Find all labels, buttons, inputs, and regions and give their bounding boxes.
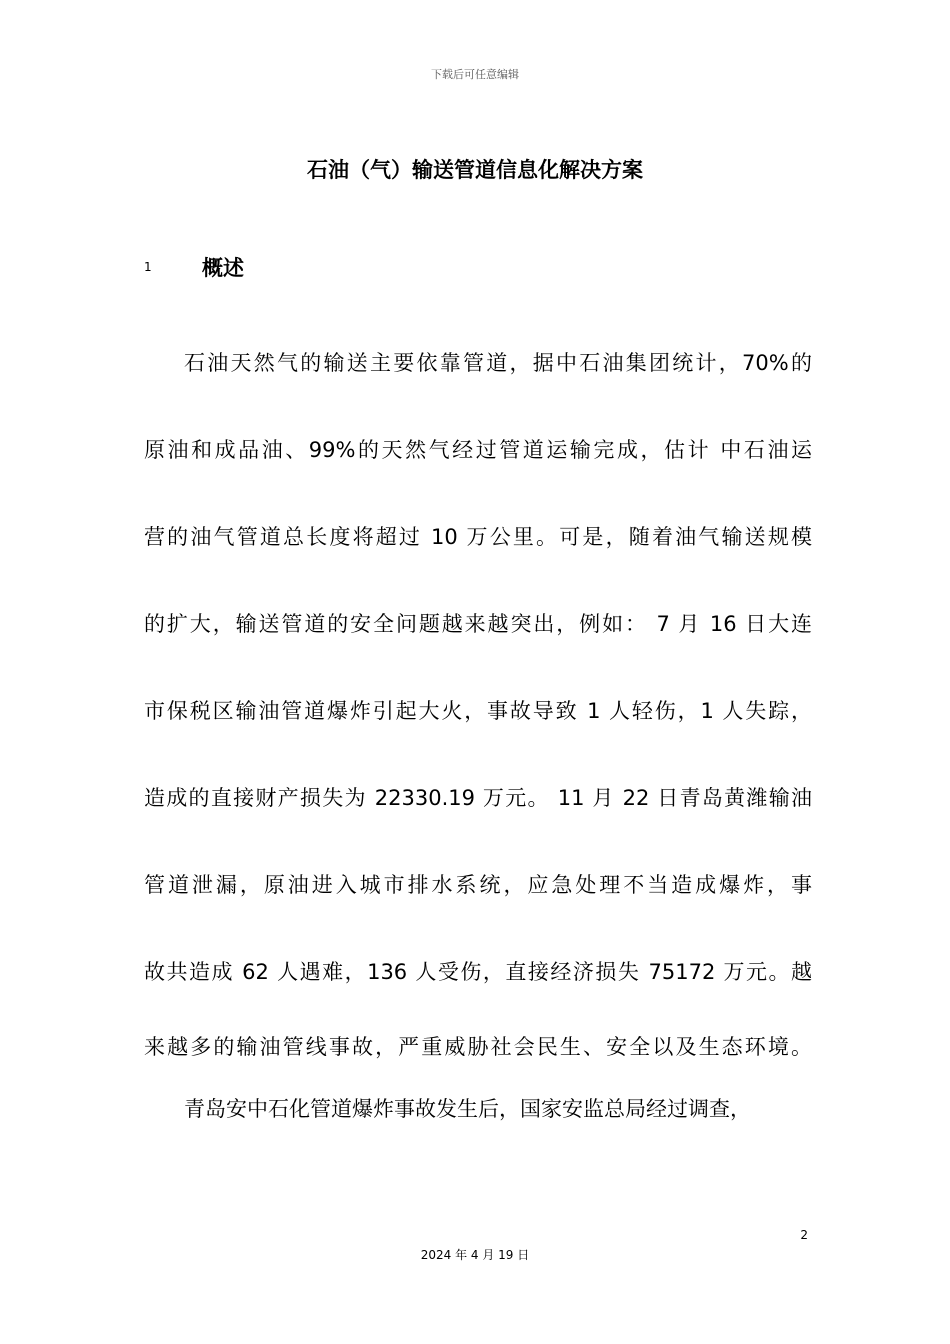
paragraph-line: 管道泄漏，原油进入城市排水系统，应急处理不当造成爆炸，事 [144, 873, 812, 897]
document-title: 石油（气）输送管道信息化解决方案 [307, 158, 643, 182]
paragraph-line: 原油和成品油、99%的天然气经过管道运输完成，估计 中石油运 [144, 438, 812, 462]
section-number: 1 [144, 260, 152, 274]
paragraph-line: 的扩大，输送管道的安全问题越来越突出，例如： 7 月 16 日大连 [144, 612, 812, 636]
body-text [144, 320, 812, 1140]
paragraph-line: 青岛安中石化管道爆炸事故发生后，国家安监总局经过调查， [184, 1097, 751, 1121]
paragraph-line: 故共造成 62 人遇难，136 人受伤，直接经济损失 75172 万元。越 [144, 960, 812, 984]
section-heading [144, 250, 244, 284]
header-note: 下载后可任意编辑 [431, 68, 519, 81]
paragraph-line: 来越多的输油管线事故，严重威胁社会民生、安全以及生态环境。 [144, 1035, 812, 1059]
page-number: 2 [800, 1228, 808, 1242]
section-title: 概述 [202, 256, 244, 280]
footer-date: 2024 年 4 月 19 日 [420, 1248, 530, 1262]
paragraph-line: 造成的直接财产损失为 22330.19 万元。 11 月 22 日青岛黄潍输油 [144, 786, 812, 810]
paragraph-line: 营的油气管道总长度将超过 10 万公里。可是，随着油气输送规模 [144, 525, 812, 549]
paragraph-line: 市保税区输油管道爆炸引起大火，事故导致 1 人轻伤，1 人失踪， [144, 699, 812, 723]
paragraph-line: 石油天然气的输送主要依靠管道，据中石油集团统计，70%的 [184, 351, 812, 375]
